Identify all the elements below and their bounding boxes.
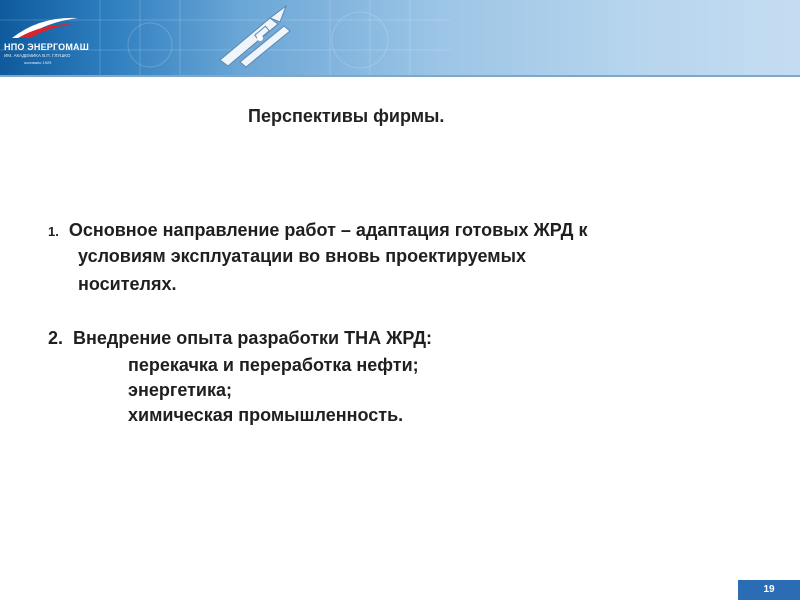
list-item-1-text-3: носителях. <box>78 274 177 294</box>
logo-subtitle: ИМ. АКАДЕМИКА В.П. ГЛУШКО <box>4 53 71 58</box>
list-item-1-number: 1. <box>48 224 59 239</box>
list-item-1-line-1 <box>48 220 588 241</box>
logo-swoosh-icon <box>10 14 80 40</box>
company-logo <box>4 14 90 66</box>
list-item-2-number: 2. <box>48 328 64 348</box>
list-item-2-subitem-1: перекачка и переработка нефти; <box>128 355 419 375</box>
header-banner <box>0 0 800 75</box>
list-item-2-subitem-2: энергетика; <box>128 380 232 400</box>
rocket-illustration <box>200 0 310 75</box>
banner-grid-pattern <box>0 0 800 75</box>
list-item-2-heading-line <box>48 328 432 349</box>
list-item-1-text-1: Основное направление работ – адаптация готовых ЖРД к <box>68 220 588 240</box>
list-item-2-heading: Внедрение опыта разработки ТНА ЖРД: <box>73 328 433 348</box>
page-number-badge: 19 <box>738 580 800 600</box>
slide-title: Перспективы фирмы. <box>248 106 445 126</box>
list-item-2-subitem-3: химическая промышленность. <box>128 405 404 425</box>
logo-company-name: НПО ЭНЕРГОМАШ <box>4 42 90 52</box>
logo-year: основано 1929 <box>24 60 52 65</box>
header-divider <box>0 75 800 77</box>
list-item-1-text-2: условиям эксплуатации во вновь проектируемых <box>78 246 526 266</box>
